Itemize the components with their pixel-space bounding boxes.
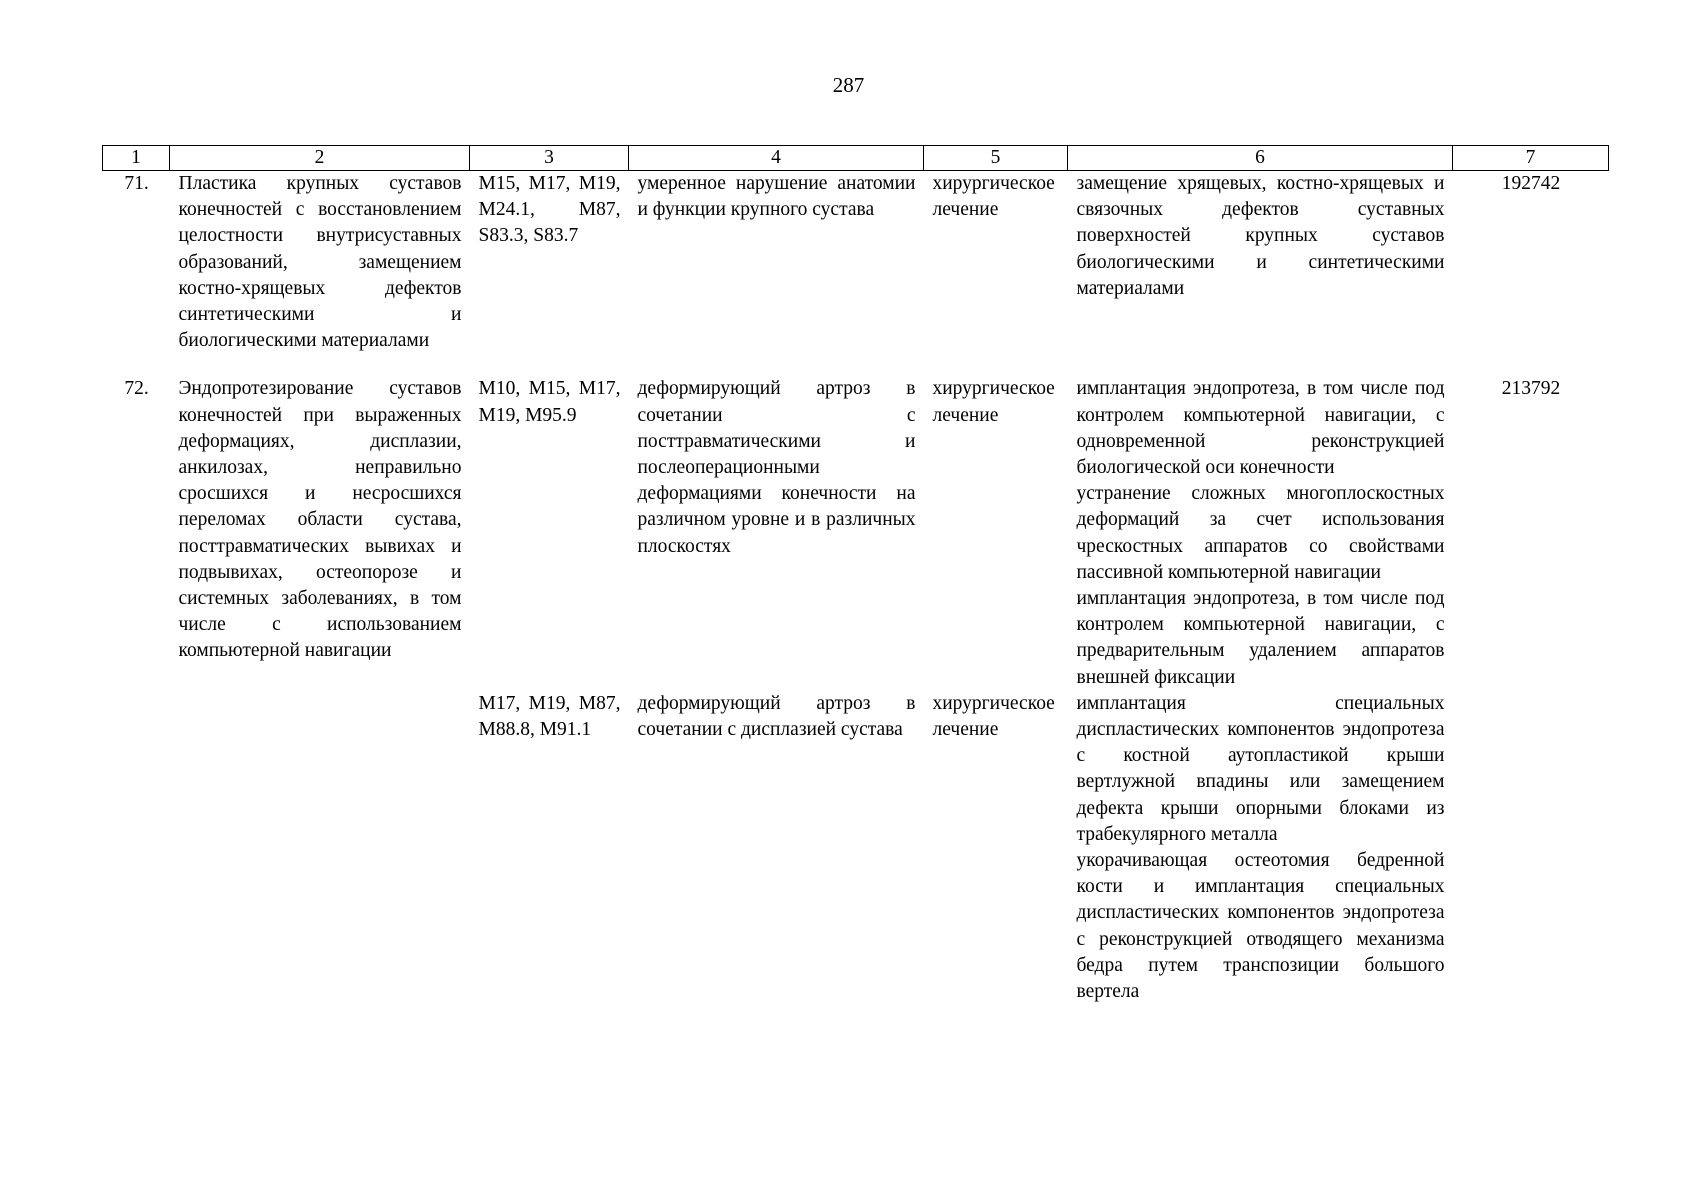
price: 213792 bbox=[1501, 378, 1561, 400]
patient-model: деформирующий артроз в сочетании с дисплазией сустава bbox=[637, 692, 916, 741]
column-header-5: 5 bbox=[924, 146, 1068, 171]
column-header-7: 7 bbox=[1453, 146, 1609, 171]
column-header-6: 6 bbox=[1068, 146, 1453, 171]
table-row bbox=[103, 171, 1609, 355]
row-number bbox=[103, 691, 170, 1005]
table-row bbox=[103, 376, 1609, 690]
treatment-method: имплантация эндопротеза, в том числе под контролем компьютерной навигации, с одновременной реконструкцией биологической оси конечности bbox=[1076, 378, 1445, 479]
price: 192742 bbox=[1501, 173, 1561, 194]
treatment-method: имплантация специальных диспластических компонентов эндопротеза с костной аутопластикой крыши вертлужной впадины или замещением дефекта крыши опорными блоками из трабекулярного металла bbox=[1076, 692, 1445, 845]
column-header-4: 4 bbox=[629, 146, 924, 171]
column-header-2: 2 bbox=[170, 146, 470, 171]
diagnosis-codes: M15, M17, M19, M24.1, M87, S83.3, S83.7 bbox=[478, 173, 621, 247]
treatment-method: имплантация эндопротеза, в том числе под контролем компьютерной навигации, с предварительным удалением аппаратов внешней фиксации bbox=[1076, 588, 1445, 688]
table-row bbox=[103, 691, 1609, 1005]
service-name: Эндопротезирование суставов конечностей при выраженных деформациях, дисплазии, анкилозах, неправильно сросшихся и несросшихся переломах области сустава, посттравматических вывихах и подвывихах, остеопорозе и системных заболеваниях, в том числе с использованием компьютерной навигации bbox=[178, 378, 462, 662]
treatment-type: хирургическое лечение bbox=[932, 173, 1055, 221]
column-header-1: 1 bbox=[103, 146, 170, 171]
row-number: 72. bbox=[124, 378, 149, 400]
patient-model: умеренное нарушение анатомии и функции крупного сустава bbox=[637, 173, 916, 221]
service-name: Пластика крупных суставов конечностей с восстановлением целостности внутрисуставных образований, замещением костно-хрящевых дефектов синтетическими и биологическими материалами bbox=[178, 173, 462, 352]
diagnosis-codes: M17, M19, M87, M88.8, M91.1 bbox=[478, 692, 621, 741]
treatment-type: хирургическое лечение bbox=[932, 692, 1055, 741]
patient-model: деформирующий артроз в сочетании с посттравматическими и послеоперационными деформациями конечности на различном уровне и в различных плоскостях bbox=[637, 378, 916, 557]
treatment-methods bbox=[1068, 691, 1453, 1005]
treatment-methods bbox=[1068, 376, 1453, 690]
services-table bbox=[102, 145, 1609, 1005]
table-header bbox=[103, 146, 1609, 171]
service-name bbox=[170, 691, 470, 1005]
price bbox=[1453, 691, 1609, 1005]
page-number: 287 bbox=[832, 73, 865, 97]
column-header-3: 3 bbox=[470, 146, 629, 171]
row-number: 71. bbox=[124, 173, 149, 194]
treatment-type: хирургическое лечение bbox=[932, 378, 1055, 426]
treatment-method: замещение хрящевых, костно-хрящевых и связочных дефектов суставных поверхностей крупных суставов биологическими и синтетическими материалами bbox=[1076, 173, 1445, 299]
treatment-method: укорачивающая остеотомия бедренной кости и имплантация специальных диспластических компонентов эндопротеза с реконструкцией отводящего механизма бедра путем транспозиции большого вертела bbox=[1076, 850, 1445, 1003]
treatment-methods bbox=[1068, 171, 1453, 355]
diagnosis-codes: M10, M15, M17, M19, M95.9 bbox=[478, 378, 621, 426]
treatment-method: устранение сложных многоплоскостных деформаций за счет использования чрескостных аппаратов со свойствами пассивной компьютерной навигации bbox=[1076, 483, 1445, 583]
